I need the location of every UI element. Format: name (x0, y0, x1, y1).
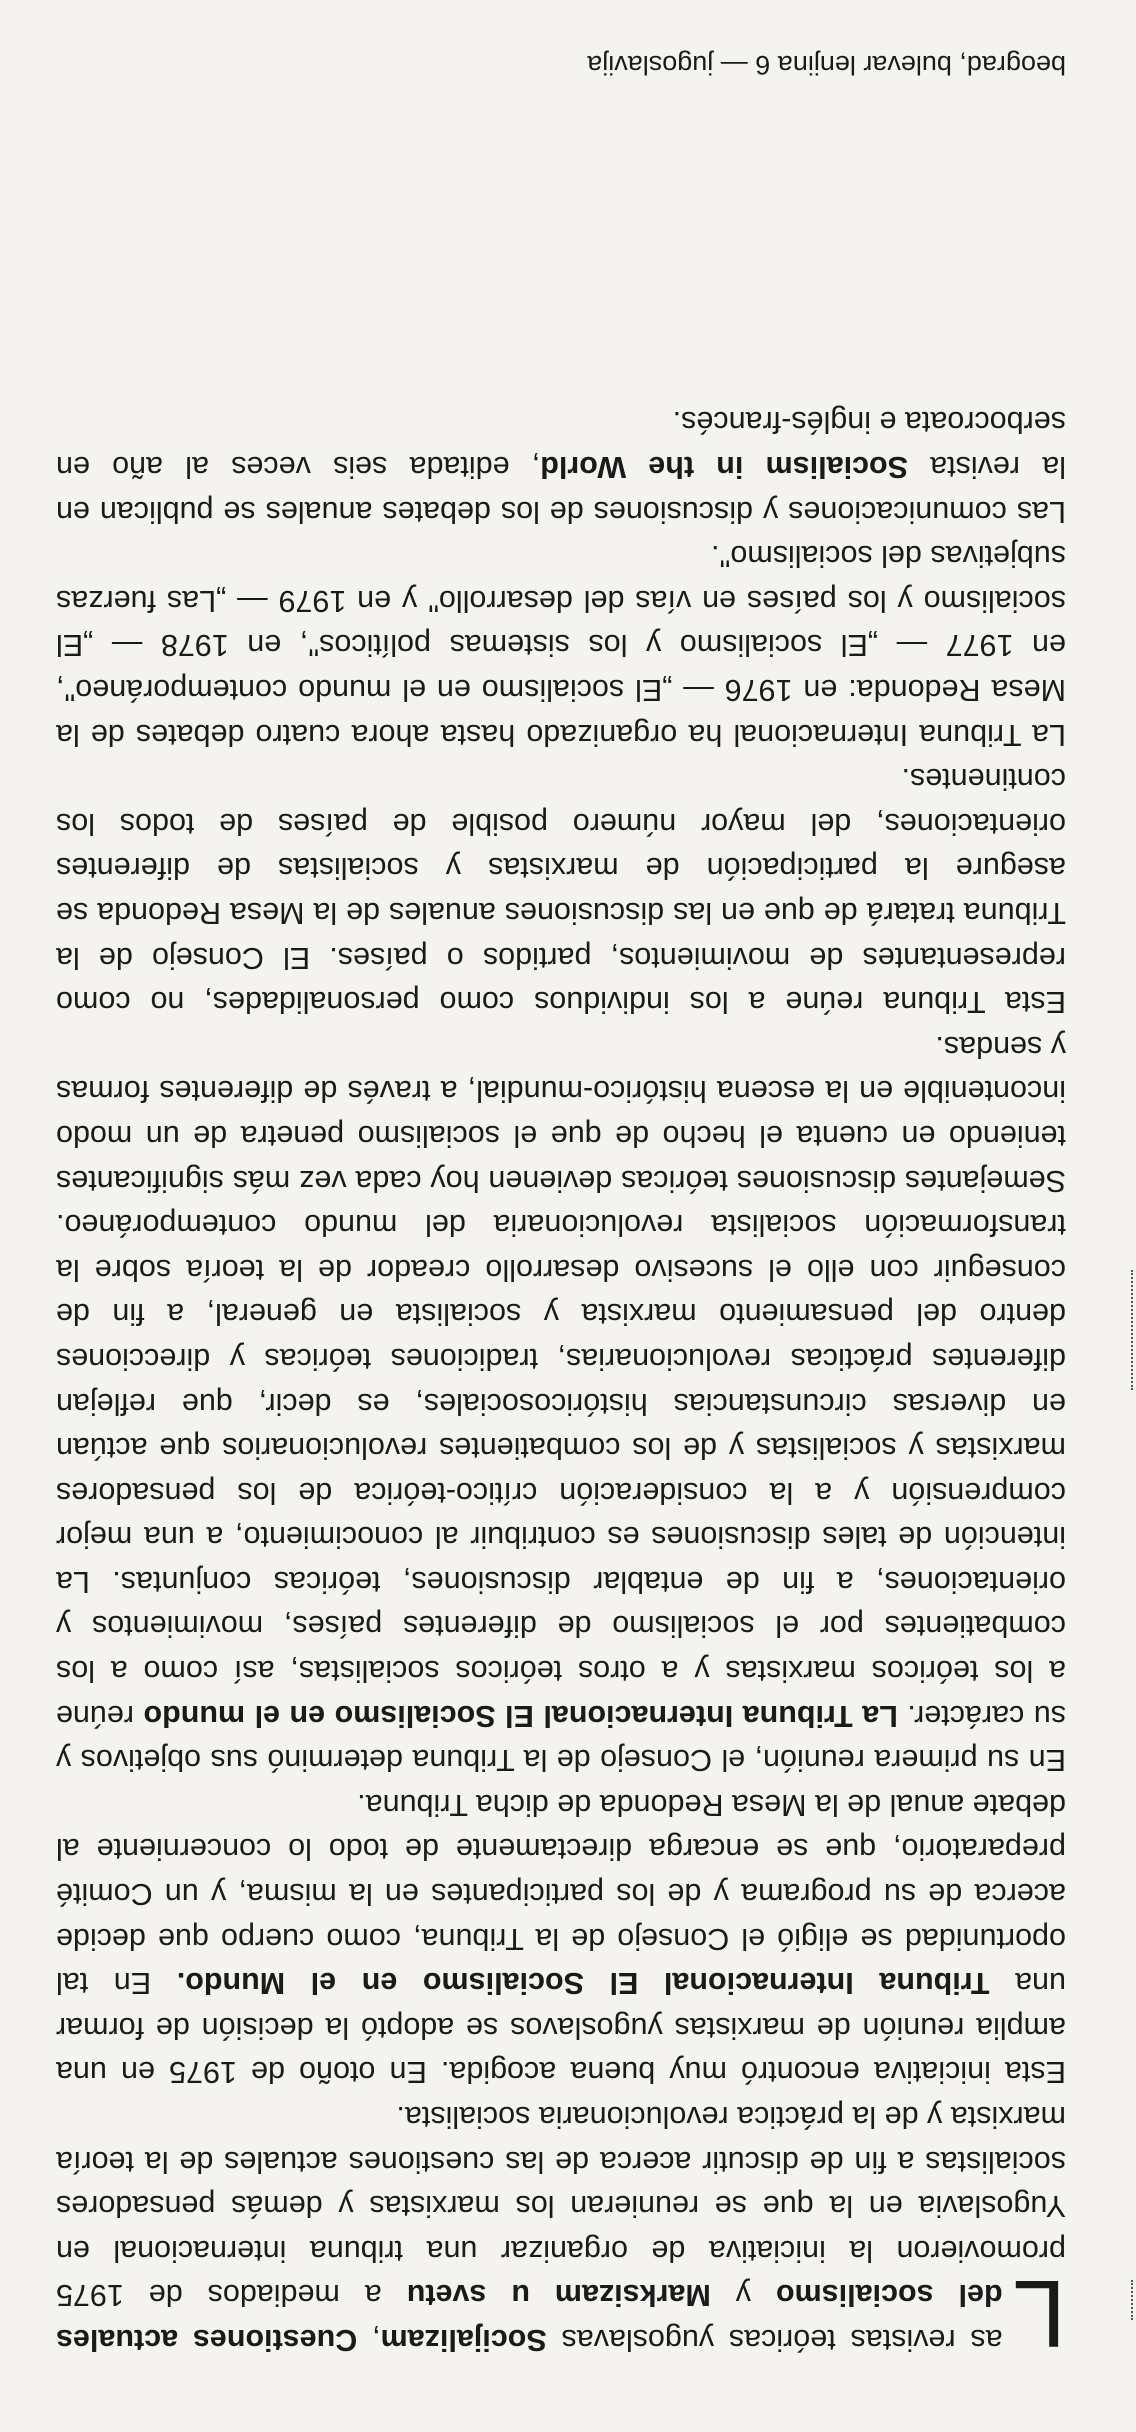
text-run: En tal oportunidad se eligió el Consejo de la Tribuna, como cuerpo que decide acerca de su programa y de los participantes en la misma, y un Comité preparatorio, que se encarga directamente de todo lo concerniente al debate anual de la Mesa Redonda de dicha Tribuna. (56, 1787, 1066, 2001)
text-run: Las comunicaciones y discusiones de los debates anuales se publican en la revista (56, 450, 1066, 529)
margin-dotted-rule (1131, 2280, 1133, 2320)
article-body (56, 400, 1066, 2367)
text-run: as revistas teóricas yugoslavas (546, 2323, 1003, 2357)
paragraph-3 (56, 1024, 1066, 1782)
drop-cap: L (1012, 2260, 1066, 2367)
publisher-address: beograd, bulevar lenjina 6 — jugoslavija (587, 50, 1066, 80)
paragraph-intro (56, 2094, 1066, 2367)
journal-title: Socialism in the World (540, 450, 908, 485)
margin-dotted-rule (1131, 1270, 1133, 1390)
text-run: a mediados de 1975 promovieron la iniciativa de organizar una tribuna internacional en Yugoslavia en la que se reunieran los marxistas y demás pensadores socialistas a fin de discutir acerca de las cuestiones actuales de la teoría marxista y de la práctica revolucionaria socialista. (56, 2100, 1066, 2313)
paragraph-4: Esta Tribuna reúne a los individuos como personalidades, no como representantes de movimientos, partidos o países. El Consejo de la Tribuna tratará de que en las discusiones anuales de la Mesa Redonda se asegure la participación de marxistas y socialistas de diferentes orientaciones, del mayor número posible de países de todos los continentes. (56, 762, 1066, 1020)
text-run: , (357, 2323, 381, 2357)
text-run: En su primera reunión, el Consejo de la Tribuna determinó sus objetivos y su carácter. (56, 1698, 1066, 1778)
text-run: , editada seis veces al año en serbocroata e inglés-francés. (56, 405, 1066, 485)
text-run: Esta iniciativa encontró muy buena acogida. En otoño de 1975 en una amplia reunión de marxistas yugoslavos se adoptó la decisión de formar una (56, 1966, 1066, 2090)
journal-title: Socijalizam (380, 2323, 547, 2357)
paragraph-5: La Tribuna Internacional ha organizado hasta ahora cuatro debates de la Mesa Redonda: en 1976 — „El socialismo en el mundo contemporáneo", en 1977 — „El socialismo y los sistemas políticos", en 1978 — „El socialismo y los países en vías del desarrollo" y en 1979 — „Las fuerzas subjetivas del socialismo". (56, 539, 1066, 752)
text-run: reúne a los teóricos marxistas y a otros teóricos socialistas, así como a los combatientes por el socialismo de diferentes países, movimientos y orientaciones, a fin de entablar discusiones, teóricas conjuntas. La intención de tales discusiones es contribuir al conocimiento, a una mejor comprensión y a la consideración crítico-teórica de los pensadores marxistas y socialistas y de los combatientes revolucionarios que actúan en diversas circunstancias históricosociales, es decir, que reflejan diferentes prácticas revolucionarias, tradiciones teóricas y direcciones dentro del pensamiento marxista y socialista en general, a fin de conseguir con ello el sucesivo desarrollo creador de la teoría sobre la transformación socialista revolucionaria del mundo contemporáneo. Semejantes discusiones teóricas devienen hoy cada vez más significantes teniendo en cuenta el hecho de que el socialismo penetra de un modo incontenible en la escena histórico-mundial, a través de diferentes formas y sendas. (56, 1029, 1066, 1733)
tribune-name: Tribuna Internacional El Socialismo en el Mundo. (176, 1966, 990, 2001)
journal-title: Marksizam u svetu (406, 2278, 711, 2313)
paragraph-2 (56, 1782, 1066, 2094)
tribune-name: La Tribuna Internacional El Socialismo en el mundo (143, 1698, 898, 1733)
journal-title: Cuestiones actuales del socialismo (56, 2278, 1003, 2357)
paragraph-6 (56, 400, 1066, 534)
text-run: y (710, 2278, 776, 2313)
